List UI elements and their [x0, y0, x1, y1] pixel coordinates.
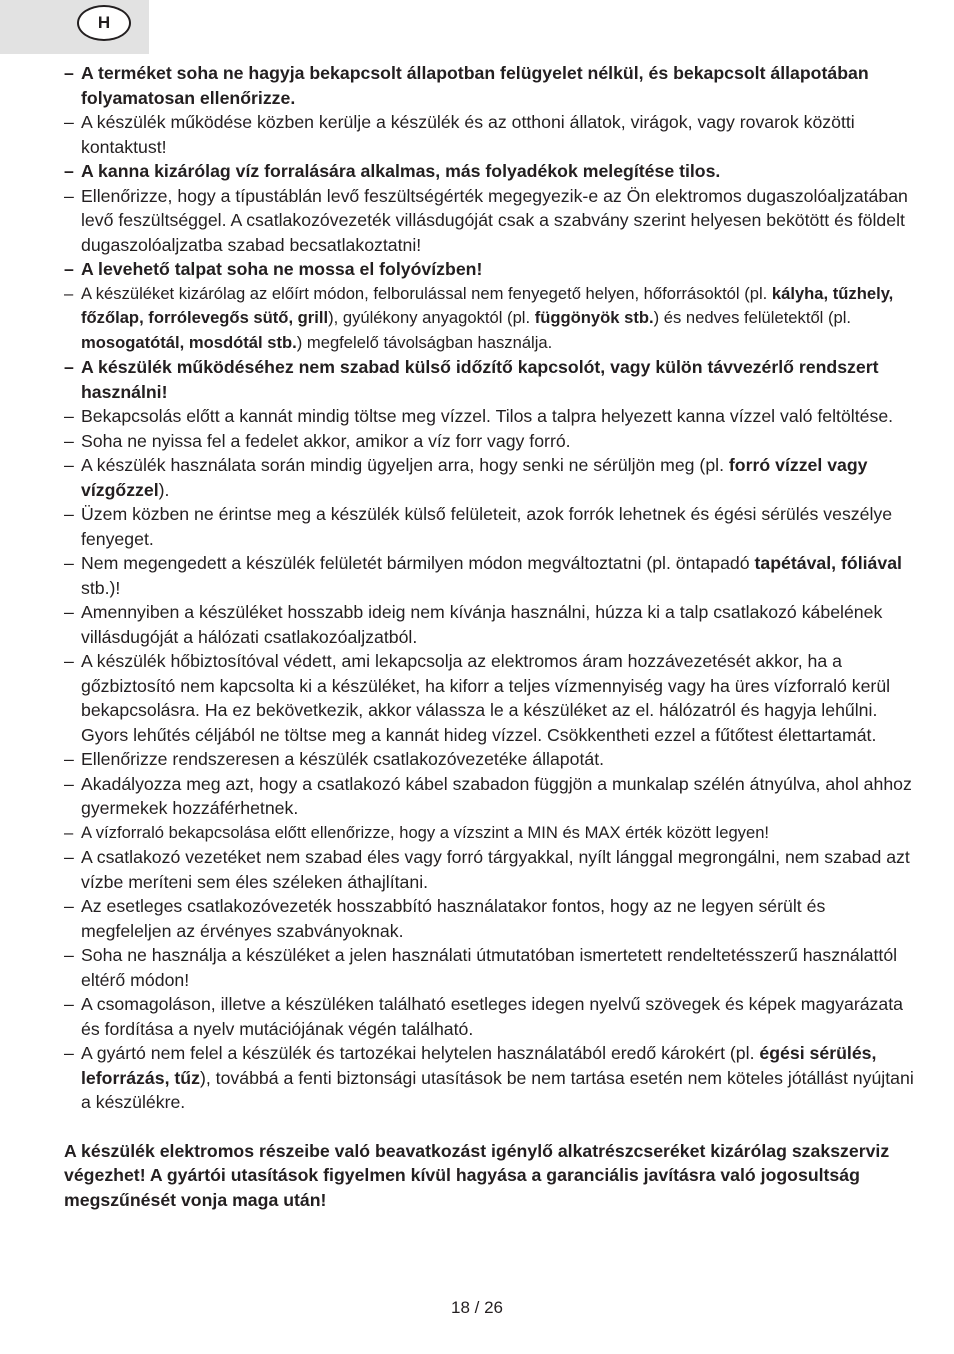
item-text: Ellenőrizze rendszeresen a készülék csatlakozóvezetéke állapotát. — [81, 749, 605, 769]
item-text: ), továbbá a fenti biztonsági utasítások be nem tartása esetén nem köteles jótállást nyújtani a készülékre. — [81, 1067, 914, 1112]
dash-bullet: – — [64, 112, 74, 132]
item-bold-text: tapétával, fóliával — [754, 553, 902, 573]
list-item — [64, 649, 914, 747]
item-text: A készülék működéséhez nem szabad külső időzítő kapcsolót, vagy külön távvezérlő rendszert használni! — [81, 357, 879, 402]
dash-bullet: – — [64, 1043, 74, 1063]
list-item — [64, 453, 914, 502]
item-text: Ellenőrizze, hogy a típustáblán levő feszültségérték megegyezik-e az Ön elektromos dugaszolóaljzatában levő feszültséggel. A csatlakozóvezeték villásdugóját csak a szabvány szerint helyesen bekötött és földelt dugaszolóaljzatba szabad becsatlakoztatni! — [81, 185, 908, 255]
list-item — [64, 257, 914, 282]
list-item — [64, 404, 914, 429]
dash-bullet: – — [64, 945, 74, 965]
language-tab — [0, 0, 149, 54]
item-text: ) megfelelő távolságban használja. — [296, 332, 553, 352]
item-text: A készülék használata során mindig ügyeljen arra, hogy senki ne sérüljön meg (pl. — [81, 455, 729, 475]
list-item — [64, 184, 914, 258]
item-text: A csomagoláson, illetve a készüléken található esetleges idegen nyelvű szövegek és képek magyarázata és fordítása a nyelv mutációjának végén található. — [81, 994, 903, 1039]
dash-bullet: – — [64, 896, 74, 916]
item-text: ), gyúlékony anyagoktól (pl. — [328, 308, 535, 327]
item-text: A vízforraló bekapcsolása előtt ellenőrizze, hogy a vízszint a MIN és MAX érték között legyen! — [81, 822, 770, 842]
item-text: A kanna kizárólag víz forralására alkalmas, más folyadékok melegítése tilos. — [81, 161, 721, 181]
dash-bullet: – — [64, 357, 74, 377]
dash-bullet: – — [64, 749, 74, 769]
page-number: 18 / 26 — [451, 1298, 503, 1317]
item-text: ) és nedves felületektől (pl. — [653, 308, 852, 327]
item-text: A csatlakozó vezetéket nem szabad éles vagy forró tárgyakkal, nyílt lánggal megrongálni, nem szabad azt vízbe meríteni sem éles széleken áthajlítani. — [81, 847, 910, 892]
list-item — [64, 600, 914, 649]
item-text: A gyártó nem felel a készülék és tartozékai helytelen használatából eredő károkért (pl. — [81, 1043, 760, 1063]
item-bold-text: kályha, tűzhely, főzőlap, forrólevegős sütő, grill — [81, 283, 894, 327]
list-item — [64, 159, 914, 184]
list-item — [64, 845, 914, 894]
dash-bullet: – — [64, 651, 74, 671]
dash-bullet: – — [64, 455, 74, 475]
item-bold-text: forró vízzel vagy vízgőzzel — [81, 455, 868, 500]
item-text: Akadályozza meg azt, hogy a csatlakozó kábel szabadon függjön a munkalap szélén átnyúlva, ahol ahhoz gyermekek hozzáférhetnek. — [81, 773, 912, 818]
dash-bullet: – — [64, 63, 74, 83]
item-text: Bekapcsolás előtt a kannát mindig töltse meg vízzel. Tilos a talpra helyezett kanna vízzel való feltöltése. — [81, 406, 894, 426]
item-text: A terméket soha ne hagyja bekapcsolt állapotban felügyelet nélkül, és bekapcsolt állapotában folyamatosan ellenőrizze. — [81, 63, 869, 108]
list-item — [64, 1041, 914, 1115]
list-item — [64, 992, 914, 1041]
list-item — [64, 943, 914, 992]
item-text: Amennyiben a készüléket hosszabb ideig nem kívánja használni, húzza ki a talp csatlakozó kábelének villásdugóját a hálózati csatlakozóaljzatból. — [81, 602, 883, 647]
list-item — [64, 894, 914, 943]
list-item — [64, 821, 914, 846]
service-warning: A készülék elektromos részeibe való beavatkozást igénylő alkatrészcseréket kizárólag szakszerviz végezhet! A gyártói utasítások figyelmen kívül hagyása a garanciális javításra való jogosultság megszűnését vonja maga után! — [64, 1140, 890, 1210]
dash-bullet: – — [64, 553, 74, 573]
list-item — [64, 282, 914, 356]
list-item — [64, 429, 914, 454]
item-text: A készüléket kizárólag az előírt módon, felborulással nem fenyegető helyen, hőforrásoktól (pl. — [81, 283, 772, 303]
dash-bullet: – — [64, 773, 74, 794]
list-item — [64, 110, 914, 159]
item-bold-text: függönyök stb. — [534, 308, 654, 327]
list-item — [64, 747, 914, 772]
item-bold-text: égési sérülés, leforrázás, tűz — [81, 1043, 877, 1088]
list-item — [64, 502, 914, 551]
item-text: stb.)! — [81, 577, 121, 598]
item-text: Soha ne nyissa fel a fedelet akkor, amikor a víz forr vagy forró. — [81, 430, 571, 451]
list-item — [64, 551, 914, 600]
item-text: A készülék hőbiztosítóval védett, ami lekapcsolja az elektromos áram hozzávezetését akkor, ha a gőzbiztosító nem kapcsolta ki a készüléket, ha kiforr a teljes vízmennyiség vagy ha üres vízforraló kerül bekapcsolásra. Ha ez bekövetkezik, akkor válassza le a készüléket az el. hálózatról és hagyja lehűlni. Gyors lehűtés céljából ne töltse meg a kannát hideg vízzel. Csökkentheti ezzel a fűtőtest élettartamát. — [81, 651, 891, 745]
safety-instructions-list — [64, 61, 914, 1230]
dash-bullet: – — [64, 847, 74, 867]
dash-bullet: – — [64, 430, 74, 451]
dash-bullet: – — [64, 994, 74, 1014]
dash-bullet: – — [64, 283, 74, 303]
dash-bullet: – — [64, 161, 74, 181]
dash-bullet: – — [64, 602, 74, 622]
item-text: A levehető talpat soha ne mossa el folyóvízben! — [81, 259, 483, 279]
item-text: Az esetleges csatlakozóvezeték hosszabbító használatakor fontos, hogy az ne legyen sérült és megfeleljen az érvényes szabványoknak. — [81, 896, 826, 941]
item-bold-text: mosogatótál, mosdótál stb. — [81, 332, 297, 352]
item-text: Nem megengedett a készülék felületét bármilyen módon megváltoztatni (pl. öntapadó — [81, 553, 755, 573]
list-item — [64, 355, 914, 404]
dash-bullet: – — [64, 259, 74, 279]
item-text: Soha ne használja a készüléket a jelen használati útmutatóban ismertetett rendeltetésszerű használattól eltérő módon! — [81, 945, 898, 990]
dash-bullet: – — [64, 406, 74, 426]
item-text: Üzem közben ne érintse meg a készülék külső felületeit, azok forrók lehetnek és égési sérülés veszélye fenyeget. — [81, 504, 893, 549]
language-badge: H — [77, 5, 131, 41]
dash-bullet: – — [64, 504, 74, 524]
list-item — [64, 61, 914, 110]
list-item — [64, 772, 914, 821]
dash-bullet: – — [64, 822, 74, 842]
dash-bullet: – — [64, 185, 74, 206]
item-text: ). — [158, 479, 170, 500]
item-text: A készülék működése közben kerülje a készülék és az otthoni állatok, virágok, vagy rovarok közötti kontaktust! — [81, 112, 855, 157]
